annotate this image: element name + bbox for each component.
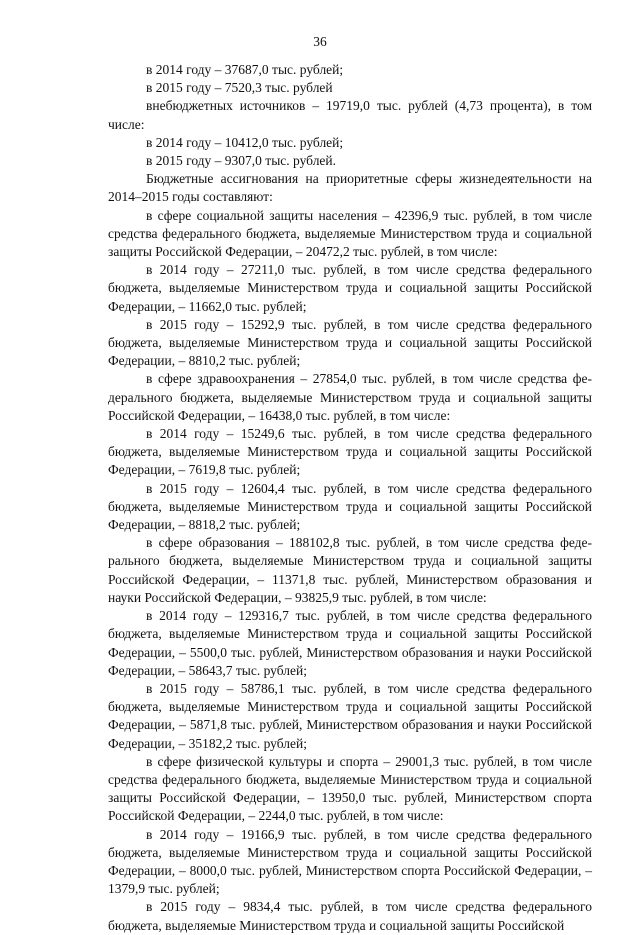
- paragraph: в 2014 году – 10412,0 тыс. рублей;: [146, 134, 344, 150]
- paragraph: внебюджетных источников – 19719,0 тыс. рублей (4,73 процента), в том числе:: [108, 98, 592, 132]
- paragraph: в 2015 году – 9834,4 тыс. рублей, в том числе средства федерального бюджета, выделяемые Министерством труда и социальной защиты Российской: [108, 899, 592, 933]
- paragraph: в 2014 году – 129316,7 тыс. рублей, в том числе средства федерального бюджета, выделяемые Министерством труда и социальной защиты Российской Федерации, – 5500,0 тыс. рублей, Министерством образования и науки Российской Федерации, – 58643,7 тыс. рублей;: [108, 608, 592, 678]
- document-body: [108, 61, 592, 935]
- paragraph: в 2014 году – 27211,0 тыс. рублей, в том числе средства федерального бюджета, выделяемые Министерством труда и социальной защиты Российской Федерации, – 11662,0 тыс. рублей;: [108, 262, 592, 314]
- paragraph: в сфере здравоохранения – 27854,0 тыс. рублей, в том числе средства федерального бюджета, выделяемые Министерством труда и социальной защиты Российской Федерации, – 16438,0 тыс. рублей, в том числе:: [108, 371, 592, 423]
- paragraph: в 2015 году – 9307,0 тыс. рублей.: [146, 153, 337, 169]
- paragraph: в 2015 году – 15292,9 тыс. рублей, в том числе средства федерального бюджета, выделяемые Министерством труда и социальной защиты Российской Федерации, – 8810,2 тыс. рублей;: [108, 316, 592, 369]
- page-number: 36: [313, 34, 327, 49]
- paragraph: Бюджетные ассигнования на приоритетные сферы жизнедеятельности на 2014–2015 годы составляют:: [108, 171, 592, 205]
- paragraph: в 2015 году – 58786,1 тыс. рублей, в том числе средства федерального бюджета, выделяемые Министерством труда и социальной защиты Российской Федерации, – 5871,8 тыс. рублей, Министерством образования и науки Российской Федерации, – 35182,2 тыс. рублей;: [108, 680, 592, 751]
- paragraph: в 2015 году – 7520,3 тыс. рублей: [146, 80, 333, 96]
- paragraph: в сфере физической культуры и спорта – 29001,3 тыс. рублей, в том числе средства федерального бюджета, выделяемые Министерством труда и социальной защиты Российской Федерации, – 13950,0 тыс. рублей, Министерством спорта Российской Федерации, – 2244,0 тыс. рублей, в том числе:: [108, 753, 592, 824]
- paragraph: в 2015 году – 12604,4 тыс. рублей, в том числе средства федерального бюджета, выделяемые Министерством труда и социальной защиты Российской Федерации, – 8818,2 тыс. рублей;: [108, 480, 592, 533]
- paragraph: в сфере образования – 188102,8 тыс. рублей, в том числе средства федерального бюджета, выделяемые Министерством труда и социальной защиты Российской Федерации, – 11371,8 тыс. рублей, Министерством образования и науки Российской Федерации, – 93825,9 тыс. рублей, в том числе:: [108, 535, 592, 605]
- paragraph: в 2014 году – 19166,9 тыс. рублей, в том числе средства федерального бюджета, выделяемые Министерством труда и социальной защиты Российской Федерации, – 8000,0 тыс. рублей, Министерством спорта Российской Федерации, – 1379,9 тыс. рублей;: [108, 826, 592, 897]
- paragraph: в 2014 году – 15249,6 тыс. рублей, в том числе средства федерального бюджета, выделяемые Министерством труда и социальной защиты Российской Федерации, – 7619,8 тыс. рублей;: [108, 426, 592, 478]
- paragraph: в 2014 году – 37687,0 тыс. рублей;: [146, 62, 344, 77]
- paragraph: в сфере социальной защиты населения – 42396,9 тыс. рублей, в том числе средства федерального бюджета, выделяемые Министерством труда и социальной защиты Российской Федерации, – 20472,2 тыс. рублей, в том числе:: [108, 207, 592, 260]
